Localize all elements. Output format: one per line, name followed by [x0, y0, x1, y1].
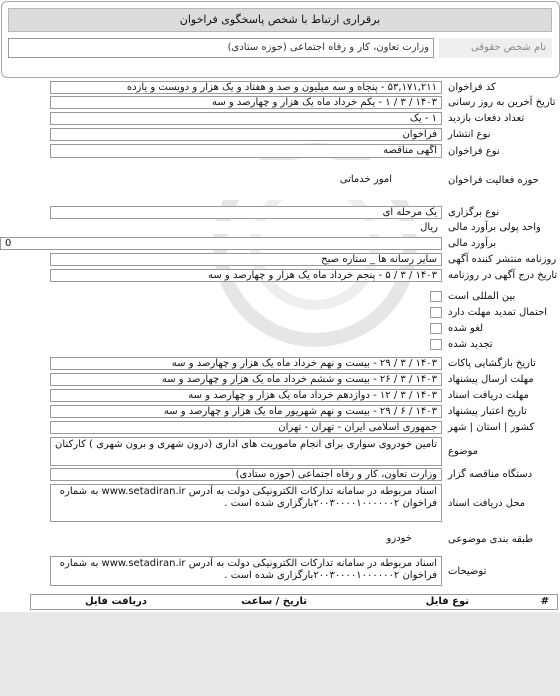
value-activity-area: امور خدماتی	[50, 160, 442, 200]
label-activity-area: حوزه فعالیت فراخوان	[448, 174, 539, 186]
value-description: اسناد مربوطه در سامانه تدارکات الکترونیکی دولت به آدرس www.setadiran.ir به شماره فراخوان ۲۰۰۳۰۰۰۰۱۰۰۰۰۰۰۲بارگزاری شده است .	[50, 556, 442, 586]
label-visit-count: تعداد دفعات بازدید	[448, 113, 525, 124]
checkbox-international[interactable]	[430, 291, 442, 302]
value-subject: تامین خودروی سواری برای انجام ماموریت های اداری (درون شهری و برون شهری ) کارکنان	[50, 437, 442, 466]
row-tender-type	[0, 144, 560, 158]
label-description: توضیحات	[448, 565, 487, 577]
value-opening-date: ۱۴۰۳ / ۳ / ۲۹ - بیست و نهم خرداد ماه یک هزار و چهارصد و سه	[50, 357, 442, 370]
value-publish-type: فراخوان	[50, 128, 442, 141]
row-cancelled	[0, 322, 560, 335]
value-tender-type: آگهی مناقصه	[50, 144, 442, 158]
checkbox-extension[interactable]	[430, 307, 442, 318]
row-holding-type	[0, 206, 560, 219]
row-organizer	[0, 468, 560, 481]
label-newspaper: روزنامه منتشر کننده آگهی	[448, 254, 557, 265]
label-renewed: تجدید شده	[448, 339, 493, 350]
row-newspaper	[0, 253, 560, 266]
label-ad-date: تاریخ درج آگهی در روزنامه	[448, 270, 558, 281]
row-location	[0, 421, 560, 434]
value-currency: ریال	[50, 221, 442, 234]
label-tender-type: نوع فراخوان	[448, 145, 500, 157]
row-publish-type	[0, 128, 560, 141]
value-ad-date: ۱۴۰۳ / ۳ / ۵ - پنجم خرداد ماه یک هزار و چهارصد و سه	[50, 269, 442, 282]
row-international	[0, 290, 560, 303]
row-tender-code	[0, 81, 560, 94]
label-holding-type: نوع برگزاری	[448, 207, 500, 218]
label-extension: احتمال تمدید مهلت دارد	[448, 307, 548, 318]
label-cancelled: لغو شده	[448, 323, 484, 334]
label-subject: موضوع	[448, 446, 479, 457]
value-doc-deadline: ۱۴۰۳ / ۳ / ۱۲ - دوازدهم خرداد ماه یک هزار و چهارصد و سه	[50, 389, 442, 402]
label-validity-date: تاریخ اعتبار پیشنهاد	[448, 406, 527, 417]
agency-field[interactable]: وزارت تعاون، کار و رفاه اجتماعی (حوزه ستادی)	[8, 38, 434, 58]
row-subject	[0, 437, 560, 466]
agency-label: نام شخص حقوقی	[439, 38, 552, 58]
value-newspaper: سایر رسانه ها _ ستاره صبح	[50, 253, 442, 266]
value-location: جمهوری اسلامی ایران - تهران - تهران	[50, 421, 442, 434]
row-activity-area	[0, 160, 560, 200]
row-ad-date	[0, 269, 560, 282]
checkbox-cancelled[interactable]	[430, 323, 442, 334]
label-submit-deadline: مهلت ارسال پیشنهاد	[448, 374, 534, 385]
row-renewed	[0, 338, 560, 351]
value-visit-count: ۱ - یک	[50, 112, 442, 125]
files-col-index: #	[540, 596, 549, 607]
label-tender-code: کد فراخوان	[448, 82, 496, 93]
value-last-update: ۱۴۰۳ / ۳ / ۱ - یکم خرداد ماه یک هزار و چهارصد و سه	[50, 96, 442, 109]
value-organizer: وزارت تعاون، کار و رفاه اجتماعی (حوزه ستادی)	[50, 468, 442, 481]
row-extension	[0, 306, 560, 319]
label-opening-date: تاریخ بازگشایی پاکات	[448, 358, 536, 369]
label-last-update: تاریخ آخرین به روز رسانی	[448, 97, 556, 108]
row-doc-deadline	[0, 389, 560, 402]
label-category: طبقه بندی موضوعی	[448, 533, 534, 545]
row-doc-location	[0, 484, 560, 522]
label-organizer: دستگاه مناقصه گزار	[448, 469, 533, 480]
files-col-datetime: تاریخ / ساعت	[241, 596, 307, 607]
row-last-update	[0, 96, 560, 109]
label-estimate: برآورد مالی	[448, 238, 497, 249]
files-col-download: دریافت فایل	[85, 596, 147, 607]
agency-row	[8, 38, 552, 58]
value-validity-date: ۱۴۰۳ / ۶ / ۲۹ - بیست و نهم شهریور ماه یک هزار و چهارصد و سه	[50, 405, 442, 418]
label-doc-deadline: مهلت دریافت اسناد	[448, 390, 529, 401]
label-publish-type: نوع انتشار	[448, 129, 491, 140]
row-visit-count	[0, 112, 560, 125]
files-table-header	[30, 594, 558, 610]
row-estimate	[0, 237, 560, 250]
label-international: بین المللی است	[448, 291, 516, 302]
value-submit-deadline: ۱۴۰۳ / ۳ / ۲۶ - بیست و ششم خرداد ماه یک هزار و چهارصد و سه	[50, 373, 442, 386]
checkbox-renewed[interactable]	[430, 339, 442, 350]
row-submit-deadline	[0, 373, 560, 386]
value-estimate: 0	[0, 237, 442, 250]
page-footer-area	[0, 612, 560, 696]
row-description	[0, 556, 560, 586]
label-currency: واحد پولی برآورد مالی	[448, 222, 541, 233]
row-opening-date	[0, 357, 560, 370]
row-validity-date	[0, 405, 560, 418]
value-holding-type: یک مرحله ای	[50, 206, 442, 219]
value-tender-code: ۵۳,۱۷۱,۲۱۱ - پنجاه و سه میلیون و صد و هفتاد و یک هزار و دویست و یازده	[50, 81, 442, 94]
row-currency	[0, 221, 560, 234]
contact-title-bar[interactable]: برقراری ارتباط با شخص پاسخگوی فراخوان	[8, 8, 552, 32]
value-doc-location: اسناد مربوطه در سامانه تدارکات الکترونیکی دولت به آدرس www.setadiran.ir به شماره فراخوان ۲۰۰۳۰۰۰۰۱۰۰۰۰۰۰۲بارگزاری شده است .	[50, 484, 442, 522]
value-category: خودرو	[50, 528, 442, 550]
label-doc-location: محل دریافت اسناد	[448, 497, 526, 509]
label-location: کشور | استان | شهر	[448, 422, 535, 433]
files-col-type: نوع فایل	[425, 596, 469, 607]
row-category	[0, 528, 560, 550]
